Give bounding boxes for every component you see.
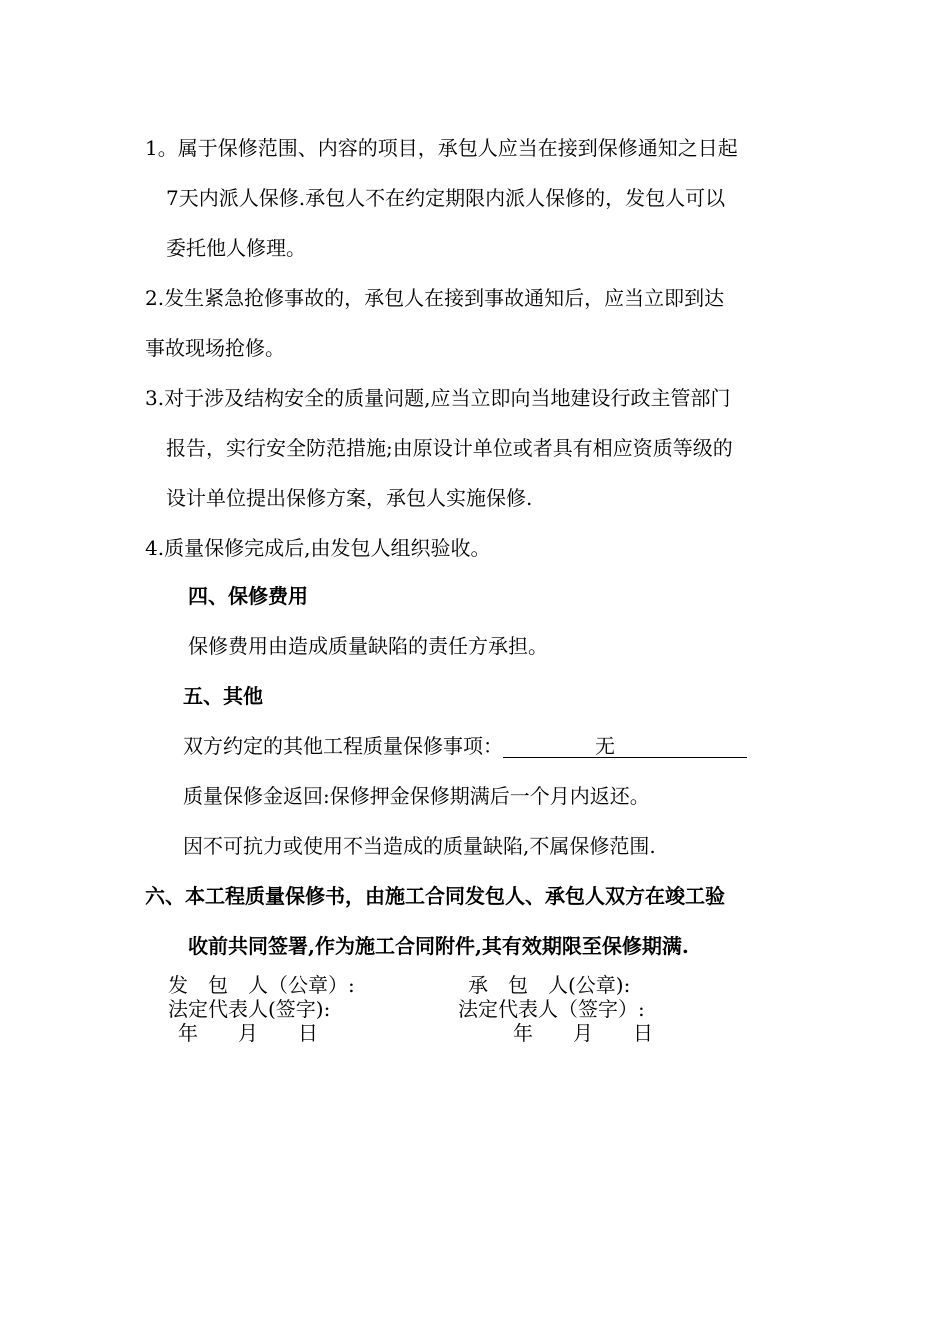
section-4-body: 保修费用由造成质量缺陷的责任方承担。: [188, 634, 548, 658]
clause-1-line-1: 1。属于保修范围、内容的项目，承包人应当在接到保修通知之日起: [145, 136, 738, 160]
deposit-return-text: 质量保修金返回:保修押金保修期满后一个月内返还。: [183, 784, 650, 808]
employer-date-label: 年 月 日: [178, 1021, 318, 1045]
other-items-label: 双方约定的其他工程质量保修事项：: [183, 734, 503, 758]
contractor-representative-label: 法定代表人（签字）:: [458, 997, 645, 1021]
clause-4-line-1: 4.质量保修完成后,由发包人组织验收。: [145, 536, 491, 560]
section-5-heading: 五、其他: [183, 684, 263, 708]
section-4-heading: 四、保修费用: [188, 584, 308, 608]
clause-2-line-1: 2.发生紧急抢修事故的，承包人在接到事故通知后，应当立即到达: [145, 286, 725, 310]
exclusion-text: 因不可抗力或使用不当造成的质量缺陷,不属保修范围.: [183, 834, 656, 858]
employer-representative-label: 法定代表人(签字):: [168, 997, 331, 1021]
clause-1-line-3: 委托他人修理。: [166, 236, 306, 260]
section-6-line-2: 收前共同签署,作为施工合同附件,其有效期限至保修期满.: [188, 934, 689, 958]
clause-3-line-2: 报告，实行安全防范措施;由原设计单位或者具有相应资质等级的: [166, 436, 733, 460]
contractor-seal-label: 承 包 人(公章):: [468, 973, 631, 997]
clause-1-line-2: 7天内派人保修.承包人不在约定期限内派人保修的，发包人可以: [166, 186, 726, 210]
employer-seal-label: 发 包 人（公章）:: [168, 973, 355, 997]
contractor-date-label: 年 月 日: [513, 1021, 653, 1045]
clause-3-line-3: 设计单位提出保修方案，承包人实施保修.: [166, 486, 533, 510]
section-6-line-1: 六、本工程质量保修书，由施工合同发包人、承包人双方在竣工验: [145, 884, 725, 908]
other-items-row: [183, 733, 747, 759]
other-items-value: 无: [595, 734, 615, 758]
clause-2-line-2: 事故现场抢修。: [145, 336, 285, 360]
other-items-blank: [503, 733, 747, 758]
clause-3-line-1: 3.对于涉及结构安全的质量问题,应当立即向当地建设行政主管部门: [145, 386, 731, 410]
